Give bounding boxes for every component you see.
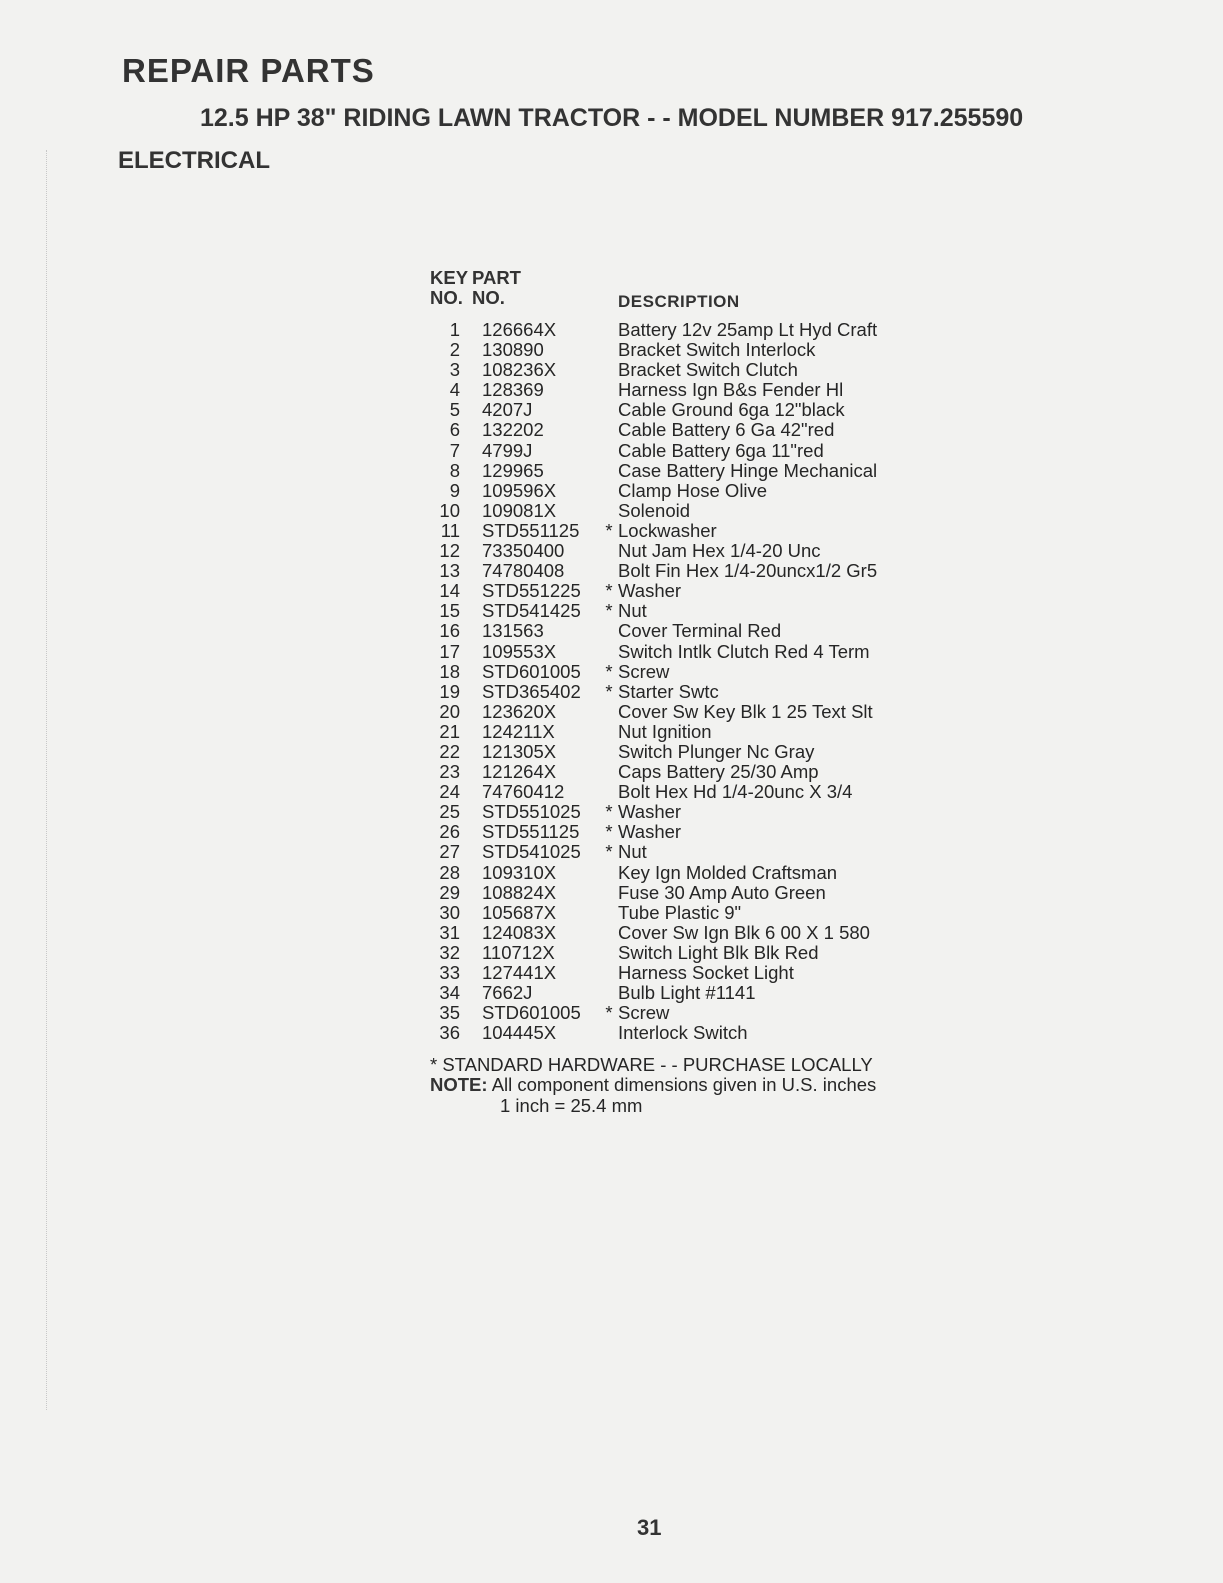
- table-row: [430, 481, 950, 501]
- part-description: Tube Plastic 9": [618, 901, 742, 923]
- part-description: Nut: [618, 841, 647, 863]
- standard-hardware-mark: *: [605, 821, 613, 843]
- part-description: Bracket Switch Clutch: [618, 359, 798, 381]
- key-number: 6: [449, 419, 460, 441]
- part-number: 109310X: [482, 861, 557, 883]
- table-row: [430, 521, 950, 541]
- part-number: 121264X: [482, 761, 557, 783]
- key-number: 27: [439, 841, 460, 863]
- table-row: [430, 320, 950, 340]
- part-description: Switch Intlk Clutch Red 4 Term: [618, 640, 870, 662]
- table-row: [430, 561, 950, 581]
- page-title: REPAIR PARTS: [122, 52, 375, 89]
- table-row: [430, 702, 950, 722]
- part-description: Starter Swtc: [618, 680, 719, 702]
- part-number: STD551025: [482, 801, 581, 823]
- table-row: [430, 662, 950, 682]
- standard-hardware-mark: *: [605, 600, 613, 622]
- standard-hardware-mark: *: [605, 841, 613, 863]
- standard-hardware-mark: *: [605, 1002, 613, 1024]
- part-description: Washer: [618, 580, 682, 602]
- table-row: [430, 420, 950, 440]
- key-number: 5: [449, 399, 460, 421]
- part-number: 128369: [482, 379, 544, 401]
- part-number: STD551125: [482, 821, 580, 843]
- part-number: 108824X: [482, 881, 557, 903]
- standard-hardware-mark: *: [605, 660, 613, 682]
- part-description: Bulb Light #1141: [618, 982, 756, 1004]
- part-description: Cover Terminal Red: [618, 620, 782, 642]
- part-number: 124211X: [482, 720, 555, 742]
- table-row: [430, 943, 950, 963]
- key-number: 20: [439, 700, 460, 722]
- key-number: 29: [439, 881, 460, 903]
- part-description: Cover Sw Ign Blk 6 00 X 1 580: [618, 921, 870, 943]
- part-description: Washer: [618, 801, 682, 823]
- part-number: STD601005: [482, 660, 581, 682]
- parts-table-header: [430, 268, 950, 310]
- table-row: [430, 883, 950, 903]
- key-number: 9: [449, 479, 460, 501]
- key-number: 3: [449, 359, 460, 381]
- part-number: STD551225: [482, 580, 581, 602]
- part-number: 123620X: [482, 700, 557, 722]
- table-row: [430, 842, 950, 862]
- part-description: Key Ign Molded Craftsman: [618, 861, 838, 883]
- key-number: 2: [449, 339, 460, 361]
- key-number: 19: [439, 680, 460, 702]
- table-row: [430, 682, 950, 702]
- page-number: 31: [637, 1515, 662, 1540]
- key-number: 28: [439, 861, 460, 883]
- model-title: 12.5 HP 38" RIDING LAWN TRACTOR - - MODEL NUMBER 917.255590: [200, 104, 1024, 132]
- key-number: 22: [439, 740, 460, 762]
- part-description: Screw: [618, 1002, 670, 1024]
- part-description: Solenoid: [618, 499, 691, 521]
- header-key-label: KEY: [430, 267, 469, 288]
- note-label: NOTE:: [430, 1074, 488, 1096]
- table-row: [430, 601, 950, 621]
- key-number: 23: [439, 761, 460, 783]
- key-number: 10: [439, 499, 460, 521]
- part-number: STD551125: [482, 519, 580, 541]
- part-number: 126664X: [482, 319, 557, 340]
- header-part-label: PART: [472, 267, 521, 288]
- part-description: Bolt Fin Hex 1/4-20uncx1/2 Gr5: [618, 560, 878, 582]
- part-number: 7662J: [482, 982, 533, 1004]
- standard-hardware-mark: *: [605, 580, 613, 602]
- part-number: 73350400: [482, 540, 565, 562]
- key-number: 18: [439, 660, 460, 682]
- table-row: [430, 1023, 950, 1043]
- key-number: 30: [439, 901, 460, 923]
- table-row: [430, 581, 950, 601]
- part-number: 127441X: [482, 962, 557, 983]
- dimension-note: [430, 1075, 950, 1095]
- part-description: Harness Ign B&s Fender Hl: [618, 379, 844, 401]
- table-row: [430, 461, 950, 481]
- table-row: [430, 360, 950, 380]
- key-number: 1: [449, 319, 460, 340]
- part-number: 129965: [482, 459, 544, 481]
- part-description: Screw: [618, 660, 670, 682]
- table-row: [430, 822, 950, 842]
- part-description: Cable Ground 6ga 12"black: [618, 399, 845, 421]
- key-number: 17: [439, 640, 460, 662]
- part-number: 121305X: [482, 740, 557, 762]
- header-part-no-label: NO.: [472, 287, 505, 308]
- margin-rule: [46, 150, 48, 1410]
- part-number: 105687X: [482, 901, 557, 923]
- part-number: 132202: [482, 419, 544, 441]
- table-row: [430, 380, 950, 400]
- part-description: Lockwasher: [618, 519, 717, 541]
- part-description: Caps Battery 25/30 Amp: [618, 761, 819, 783]
- key-number: 21: [439, 720, 460, 742]
- parts-rows: [430, 320, 950, 1043]
- part-number: 104445X: [482, 1022, 557, 1044]
- part-number: 4799J: [482, 439, 533, 461]
- table-row: [430, 722, 950, 742]
- key-number: 34: [439, 982, 460, 1004]
- part-number: 109081X: [482, 499, 557, 521]
- key-number: 25: [439, 801, 460, 823]
- parts-footer: [430, 1055, 950, 1115]
- key-number: 26: [439, 821, 460, 843]
- part-number: 130890: [482, 339, 544, 361]
- standard-hardware-mark: *: [605, 519, 613, 541]
- table-row: [430, 983, 950, 1003]
- part-number: STD601005: [482, 1002, 581, 1024]
- part-description: Switch Light Blk Blk Red: [618, 941, 819, 963]
- table-row: [430, 742, 950, 762]
- part-number: STD541025: [482, 841, 581, 863]
- table-row: [430, 642, 950, 662]
- key-number: 12: [439, 540, 460, 562]
- part-number: 109553X: [482, 640, 557, 662]
- part-number: 131563: [482, 620, 544, 642]
- table-row: [430, 621, 950, 641]
- key-number: 24: [439, 781, 460, 803]
- key-number: 14: [439, 580, 460, 602]
- key-number: 16: [439, 620, 460, 642]
- table-row: [430, 340, 950, 360]
- key-number: 15: [439, 600, 460, 622]
- table-row: [430, 782, 950, 802]
- key-number: 7: [449, 439, 460, 461]
- part-description: Case Battery Hinge Mechanical: [618, 459, 878, 481]
- part-description: Switch Plunger Nc Gray: [618, 740, 815, 762]
- part-description: Fuse 30 Amp Auto Green: [618, 881, 826, 903]
- part-description: Cable Battery 6 Ga 42"red: [618, 419, 835, 441]
- table-row: [430, 441, 950, 461]
- part-description: Nut Jam Hex 1/4-20 Unc: [618, 540, 821, 562]
- part-number: 74780408: [482, 560, 565, 582]
- part-number: 4207J: [482, 399, 533, 421]
- key-number: 32: [439, 941, 460, 963]
- standard-hardware-mark: *: [605, 680, 613, 702]
- table-row: [430, 541, 950, 561]
- standard-hardware-mark: *: [605, 801, 613, 823]
- key-number: 33: [439, 962, 460, 983]
- key-number: 13: [439, 560, 460, 582]
- key-number: 35: [439, 1002, 460, 1024]
- part-number: 124083X: [482, 921, 557, 943]
- unit-conversion: 1 inch = 25.4 mm: [500, 1094, 643, 1116]
- part-number: 74760412: [482, 781, 565, 803]
- part-description: Clamp Hose Olive: [618, 479, 768, 501]
- part-description: Bracket Switch Interlock: [618, 339, 816, 361]
- part-number: 108236X: [482, 359, 557, 381]
- table-row: [430, 903, 950, 923]
- note-text: All component dimensions given in U.S. inches: [491, 1074, 877, 1096]
- part-description: Cover Sw Key Blk 1 25 Text Slt: [618, 700, 873, 722]
- table-row: [430, 802, 950, 822]
- table-row: [430, 863, 950, 883]
- table-row: [430, 923, 950, 943]
- part-number: 110712X: [482, 941, 555, 963]
- table-row: [430, 501, 950, 521]
- key-number: 36: [439, 1022, 460, 1044]
- key-number: 31: [439, 921, 460, 943]
- part-description: Battery 12v 25amp Lt Hyd Craft: [618, 319, 878, 340]
- table-row: [430, 963, 950, 983]
- table-row: [430, 762, 950, 782]
- part-number: 109596X: [482, 479, 557, 501]
- part-description: Nut: [618, 600, 647, 622]
- part-description: Harness Socket Light: [618, 962, 794, 983]
- table-row: [430, 400, 950, 420]
- key-number: 4: [449, 379, 460, 401]
- part-description: Interlock Switch: [618, 1022, 748, 1044]
- part-description: Cable Battery 6ga 11"red: [618, 439, 824, 461]
- key-number: 11: [440, 519, 460, 541]
- header-key-no-label: NO.: [430, 287, 463, 308]
- parts-list: [430, 268, 950, 1116]
- header-description-label: DESCRIPTION: [618, 292, 740, 311]
- part-description: Nut Ignition: [618, 720, 712, 742]
- part-description: Washer: [618, 821, 682, 843]
- table-row: [430, 1003, 950, 1023]
- part-description: Bolt Hex Hd 1/4-20unc X 3/4: [618, 781, 853, 803]
- section-title: ELECTRICAL: [118, 147, 270, 174]
- part-number: STD365402: [482, 680, 581, 702]
- standard-hardware-note: * STANDARD HARDWARE - - PURCHASE LOCALLY: [430, 1054, 873, 1076]
- key-number: 8: [449, 459, 460, 481]
- part-number: STD541425: [482, 600, 581, 622]
